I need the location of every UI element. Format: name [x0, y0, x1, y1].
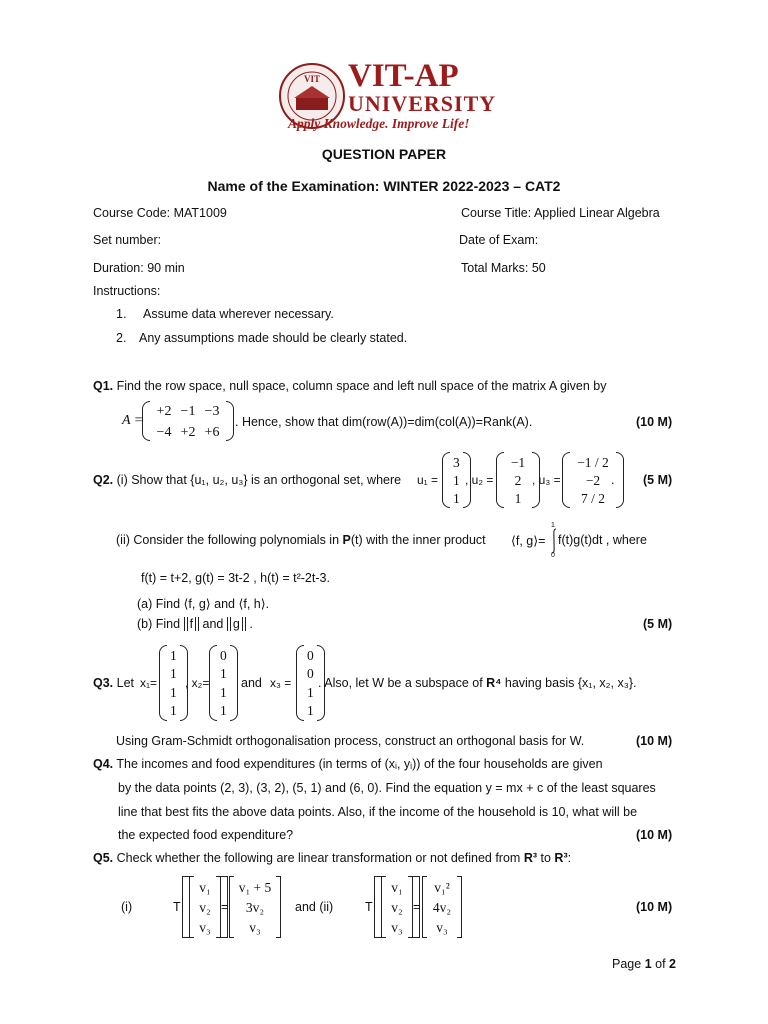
x2-label: , x₂=: [185, 676, 210, 690]
logo-title: VIT-AP: [348, 58, 459, 94]
vector-entry: 1: [220, 703, 227, 719]
vector-entry: 1: [170, 647, 177, 663]
instruction-number: 2.: [116, 331, 127, 345]
vector-entry: −1 / 2: [577, 454, 609, 470]
q4-text-line: the expected food expenditure?: [118, 828, 294, 842]
equals-sign: =: [221, 900, 229, 914]
vector-entry: 0: [307, 666, 314, 682]
integral-sign-icon: [550, 528, 558, 554]
q1-text: Find the row space, null space, column space and left null space of the matrix A given by: [116, 379, 607, 393]
vector-entry: 1: [170, 703, 177, 719]
vector-entry: 1: [307, 684, 314, 700]
q2-part2: [116, 533, 486, 547]
date-of-exam: Date of Exam:: [459, 233, 539, 247]
polynomials: f(t) = t+2, g(t) = 3t-2 , h(t) = t²-2t-3.: [141, 571, 330, 585]
q1-marks: (10 M): [636, 415, 673, 429]
page-current: 1: [644, 957, 652, 971]
q3-marks: (10 M): [636, 734, 673, 748]
vector-entry: v₃: [249, 919, 261, 935]
q5-line1: [93, 851, 571, 865]
vector-entry: 1: [514, 490, 522, 506]
vector-entry: v₃: [436, 919, 448, 935]
q2-line1: [93, 473, 401, 487]
page-total: 2: [669, 957, 676, 971]
vector-entry: 7 / 2: [580, 490, 605, 506]
vector-entry: 3: [453, 454, 460, 470]
total-marks: Total Marks: 50: [461, 261, 546, 275]
q2-part2-text: (ii) Consider the following polynomials in: [116, 533, 340, 547]
q3-and: and: [241, 676, 262, 690]
document-title: QUESTION PAPER: [321, 146, 447, 162]
q3-tail-pre: . Also, let W be a subspace of: [318, 676, 483, 690]
logo-subtitle: UNIVERSITY: [348, 91, 497, 116]
vector-entry: 3v₂: [245, 899, 265, 915]
q4-marks: (10 M): [636, 828, 673, 842]
u1-label: u₁ =: [417, 473, 439, 487]
q2-part1-text: (i) Show that {u₁, u₂, u₃} is an orthogonal set, where: [116, 473, 402, 487]
q5-text: Check whether the following are linear transformation or not defined from: [116, 851, 521, 865]
equals-sign: =: [413, 900, 421, 914]
duration: Duration: 90 min: [93, 261, 185, 275]
q5-to: to: [540, 851, 551, 865]
q2-part-b-post: .: [249, 617, 253, 631]
q5-colon: :: [567, 851, 572, 865]
norm-g-text: g: [232, 617, 240, 631]
integral-upper-limit: 1: [551, 522, 555, 529]
vector-entry: 4v₂: [432, 899, 452, 915]
x1-label: x₁=: [140, 676, 158, 690]
q5-part-i-label: (i): [121, 900, 133, 914]
q2-part2-P: P: [342, 533, 351, 547]
vector-entry: −2: [585, 472, 601, 488]
q2-part-b-and: and: [202, 617, 224, 631]
vector-entry: v₁: [199, 879, 211, 895]
q2-part1-end: .: [611, 473, 615, 487]
vector-entry: 1: [220, 666, 227, 682]
inner-product: ⟨f, g⟩=: [511, 534, 546, 548]
vector-entry: v₃: [391, 919, 403, 935]
page-pre: Page: [612, 957, 642, 971]
page-of: of: [655, 957, 666, 971]
vector-entry: v₂: [199, 899, 211, 915]
u3-vector: [562, 452, 624, 508]
vector-entry: 2: [514, 472, 522, 488]
q2-part2-text2: (t) with the inner product: [350, 533, 486, 547]
university-logo: [278, 58, 500, 136]
integrand: f(t)g(t)dt , where: [558, 533, 647, 547]
matrix-entry: +6: [204, 425, 220, 440]
transform-i-output: [229, 876, 281, 938]
u2-label: , u₂ =: [465, 473, 494, 487]
transform-T: T: [173, 900, 181, 914]
q5-marks: (10 M): [636, 900, 673, 914]
q2-part-b: [137, 617, 253, 631]
instruction-number: 1.: [116, 307, 127, 321]
vector-entry: v₁²: [434, 879, 450, 895]
q1-lhs: A =: [122, 413, 144, 428]
q3-tail: [318, 676, 636, 690]
q2-marks1: (5 M): [643, 473, 673, 487]
q3-label-line: [93, 676, 134, 690]
q3-let: Let: [116, 676, 135, 690]
page-number: [612, 957, 676, 971]
matrix-entry: −1: [180, 404, 196, 419]
q5-and-ii: and (ii): [295, 900, 334, 914]
norm-f-text: f: [189, 617, 194, 631]
q3-tail-post: having basis {x₁, x₂, x₃}.: [504, 676, 637, 690]
vector-entry: 0: [307, 647, 314, 663]
matrix-entry: +2: [156, 404, 172, 419]
q1-matrix: [142, 401, 234, 441]
norm-f: [187, 617, 196, 631]
q3-label: Q3.: [93, 676, 114, 690]
vector-entry: 1: [220, 684, 227, 700]
vector-entry: v₁ + 5: [238, 879, 272, 895]
x2-vector: [209, 645, 238, 721]
transform-T: T: [365, 900, 373, 914]
q4-text-line: by the data points (2, 3), (3, 2), (5, 1) and (6, 0). Find the equation y = mx + c of the least squares: [118, 781, 656, 795]
vector-entry: −1: [510, 454, 526, 470]
vector-entry: 1: [170, 684, 177, 700]
q5-R3-from: R³: [523, 851, 538, 865]
q3-tail-R: R⁴: [486, 676, 502, 690]
q5-label: Q5.: [93, 851, 114, 865]
set-number: Set number:: [93, 233, 162, 247]
q4-text-line: The incomes and food expenditures (in terms of (xᵢ, yᵢ)) of the four households are given: [116, 757, 603, 771]
q2-part-a: (a) Find ⟨f, g⟩ and ⟨f, h⟩.: [137, 597, 270, 611]
matrix-entry: −4: [156, 425, 172, 440]
vector-entry: 1: [170, 666, 177, 682]
vector-entry: v₂: [391, 899, 403, 915]
u3-label: , u₃ =: [532, 473, 561, 487]
integral-lower-limit: 0: [551, 552, 555, 559]
q4-line1: [93, 757, 603, 771]
svg-text:VIT: VIT: [303, 74, 321, 84]
vector-entry: 1: [453, 472, 460, 488]
vector-entry: 1: [453, 490, 460, 506]
x1-vector: [159, 645, 188, 721]
q4-label: Q4.: [93, 757, 114, 771]
matrix-entry: −3: [204, 404, 220, 419]
q1-tail: . Hence, show that dim(row(A))=dim(col(A))=Rank(A).: [235, 415, 533, 429]
instructions-heading: Instructions:: [93, 284, 161, 298]
q3-line2: Using Gram-Schmidt orthogonalisation process, construct an orthogonal basis for W.: [116, 734, 585, 748]
vector-entry: v₃: [199, 919, 211, 935]
logo-tagline: Apply Knowledge. Improve Life!: [288, 116, 470, 131]
q2-part-b-pre: (b) Find: [137, 617, 181, 631]
transform-ii-output: [422, 876, 462, 938]
q2-marks2: (5 M): [643, 617, 673, 631]
instruction-text: Any assumptions made should be clearly stated.: [139, 331, 408, 345]
q1-label: Q1.: [93, 379, 114, 393]
vector-entry: 0: [220, 647, 227, 663]
instruction-text: Assume data wherever necessary.: [143, 307, 334, 321]
course-code: Course Code: MAT1009: [93, 206, 227, 220]
q4-text-line: line that best fits the above data points. Also, if the income of the household is 10, what will be: [118, 805, 638, 819]
vector-entry: 1: [307, 703, 314, 719]
q2-label: Q2.: [93, 473, 114, 487]
q5-R3-to: R³: [554, 851, 568, 865]
q1-line1: [93, 379, 607, 393]
vector-entry: v₁: [391, 879, 403, 895]
matrix-entry: +2: [180, 425, 196, 440]
exam-name: Name of the Examination: WINTER 2022-2023 – CAT2: [207, 178, 561, 194]
x3-label: x₃ =: [270, 676, 292, 690]
norm-g: [230, 617, 243, 631]
course-title: Course Title: Applied Linear Algebra: [461, 206, 660, 220]
